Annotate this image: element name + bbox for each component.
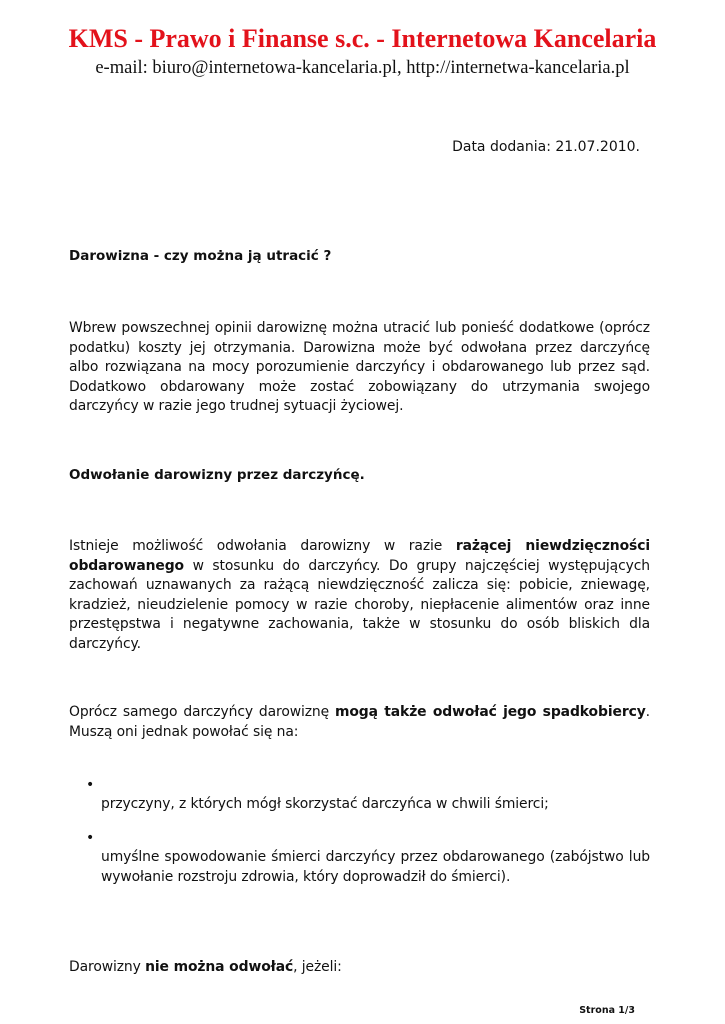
revocation-text-after: w stosunku do darczyńcy. Do grupy najczęściej występujących zachowań uznawanych za rażącą niewdzięczność zalicza się: pobicie, zniewagę, kradzież, nieudzielenie pomocy w razie choroby, niepłacenie alimentów oraz inne przestępstwa i negatywne zachowania, także w stosunku do osób bliskich dla darczyńcy. (69, 557, 650, 652)
bullet-icon: • (86, 777, 95, 793)
heirs-text-before: Oprócz samego darczyńcy darowiznę (69, 704, 335, 720)
article-title: Darowizna - czy można ją utracić ? (69, 248, 332, 264)
bullet-icon: • (86, 830, 95, 846)
final-text-before: Darowizny (69, 959, 146, 975)
final-text-after: , jeżeli: (293, 959, 342, 975)
list-item: przyczyny, z których mógł skorzystać darczyńca w chwili śmierci; (101, 796, 549, 812)
revocation-text-before: Istnieje możliwość odwołania darowizny w razie (69, 538, 456, 554)
intro-paragraph: Wbrew powszechnej opinii darowiznę można utracić lub ponieść dodatkowe (oprócz podatku) koszty jej otrzymania. Darowizna może być odwołana przez darczyńcę albo rozwiązana na mocy porozumienie darczyńcy i obdarowanego lub przez sąd. Dodatkowo obdarowany może zostać zobowiązany do utrzymania swojego darczyńcy w razie jego trudnej sytuacji życiowej. (69, 320, 650, 415)
list-item: umyślne spowodowanie śmierci darczyńcy przez obdarowanego (zabójstwo lub wywołanie rozstroju zdrowia, który doprowadził do śmierci). (101, 849, 650, 885)
company-title: KMS - Prawo i Finanse s.c. - Internetowa Kancelaria (68, 24, 657, 53)
company-contact: e-mail: biuro@internetowa-kancelaria.pl, http://internetwa-kancelaria.pl (95, 58, 630, 78)
final-paragraph (69, 958, 650, 978)
heirs-text-bold: mogą także odwołać jego spadkobiercy (334, 704, 646, 720)
date-added: Data dodania: 21.07.2010. (452, 139, 640, 155)
page-number: Strona 1/3 (579, 1005, 635, 1016)
heirs-paragraph (69, 703, 650, 742)
revocation-text-bold: rażącej niewdzięczności obdarowanego (69, 538, 650, 574)
section-heading-revocation: Odwołanie darowizny przez darczyńcę. (69, 467, 365, 483)
heirs-text-after: . Muszą oni jednak powołać się na: (69, 704, 650, 740)
revocation-paragraph (69, 537, 650, 655)
final-text-bold: nie można odwołać (145, 959, 294, 975)
